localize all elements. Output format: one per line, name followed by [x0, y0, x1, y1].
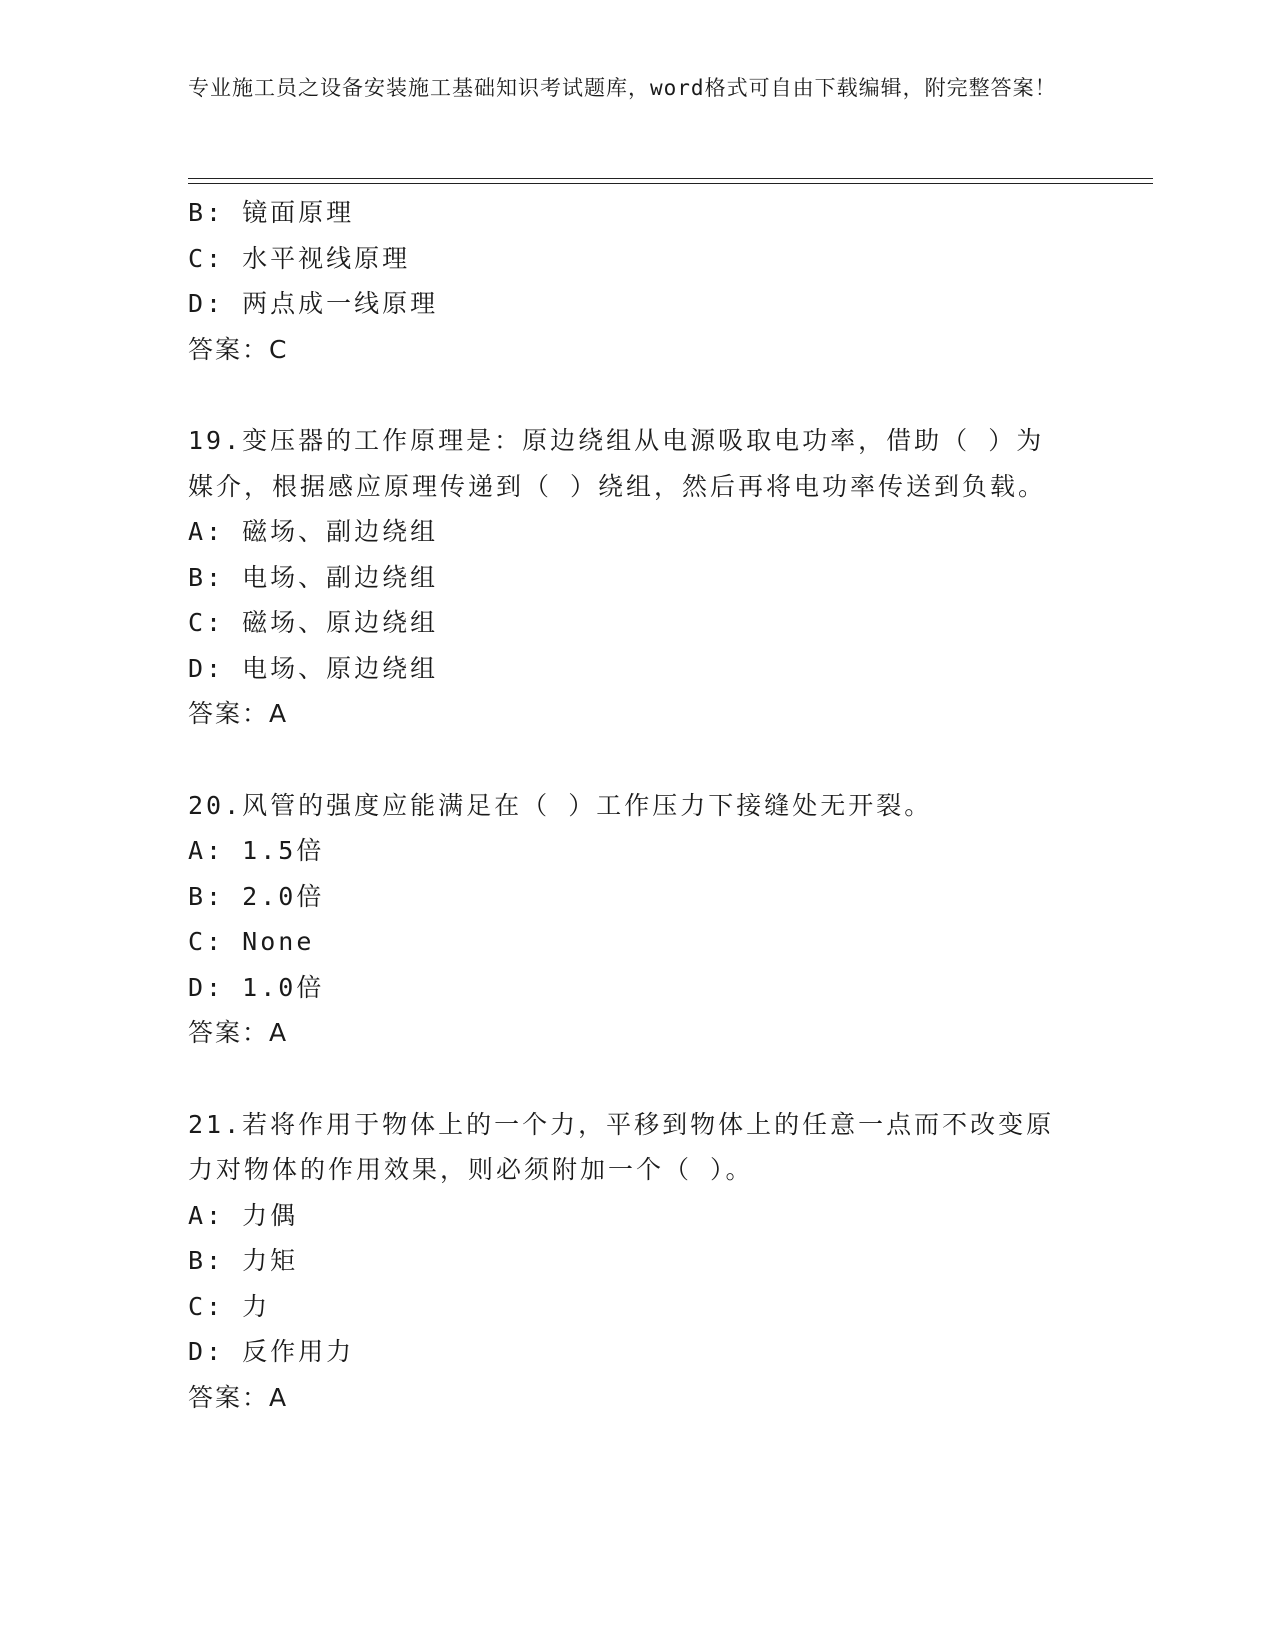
option-text: 两点成一线原理: [242, 289, 439, 318]
option-text: 电场、副边绕组: [242, 562, 439, 592]
option-d: [188, 965, 1088, 1011]
option-c: [188, 1284, 1088, 1330]
option-label: D:: [188, 289, 225, 318]
option-text: None: [242, 927, 315, 956]
option-text: 力偶: [242, 1200, 299, 1230]
answer-value: A: [269, 699, 289, 728]
option-text: 反作用力: [242, 1337, 355, 1366]
question-list: [188, 190, 1088, 1420]
option-a: [188, 1193, 1088, 1239]
option-text: 水平视线原理: [242, 243, 411, 273]
option-b: [188, 1238, 1088, 1284]
option-label: C:: [188, 243, 225, 273]
question-19: [188, 418, 1088, 737]
question-20: [188, 783, 1088, 1056]
option-d: [188, 281, 1088, 327]
answer-line: [188, 691, 1088, 737]
option-label: D:: [188, 653, 225, 683]
question-stem-line: 21.若将作用于物体上的一个力，平移到物体上的任意一点而不改变原: [188, 1109, 1055, 1139]
option-label: B:: [188, 881, 225, 911]
answer-line: [188, 1375, 1088, 1421]
option-label: C:: [188, 608, 225, 637]
option-a: [188, 509, 1088, 555]
option-c: [188, 236, 1088, 282]
option-a: [188, 828, 1088, 874]
option-label: D:: [188, 1337, 225, 1366]
answer-label: 答案：: [188, 1382, 270, 1412]
answer-value: A: [269, 1382, 289, 1412]
option-text: 磁场、原边绕组: [242, 608, 439, 637]
question-stem-line: 19.变压器的工作原理是：原边绕组从电源吸取电功率，借助（ ）为: [188, 426, 1045, 455]
option-d: [188, 1329, 1088, 1375]
option-label: C:: [188, 1291, 225, 1321]
question-stem-line: 媒介，根据感应原理传递到（ ）绕组，然后再将电功率传送到负载。: [188, 471, 1047, 501]
option-d: [188, 646, 1088, 692]
option-text: 1.5倍: [242, 836, 325, 865]
option-label: B:: [188, 1246, 225, 1275]
question-stem-line: 20.风管的强度应能满足在（ ）工作压力下接缝处无开裂。: [188, 790, 933, 820]
option-label: D:: [188, 972, 225, 1002]
answer-label: 答案：: [188, 699, 270, 728]
option-text: 电场、原边绕组: [242, 653, 439, 683]
answer-value: A: [269, 1018, 289, 1047]
option-label: A:: [188, 836, 225, 865]
answer-line: [188, 327, 1088, 373]
option-text: 2.0倍: [242, 881, 325, 911]
option-text: 1.0倍: [242, 972, 325, 1002]
answer-line: [188, 1010, 1088, 1056]
option-b: [188, 190, 1088, 236]
answer-label: 答案：: [188, 1018, 270, 1047]
question-18-tail: [188, 190, 1088, 372]
option-label: A:: [188, 1200, 225, 1230]
option-text: 力: [242, 1291, 271, 1321]
option-label: C:: [188, 927, 225, 956]
question-21: [188, 1102, 1088, 1421]
option-text: 力矩: [242, 1246, 299, 1275]
answer-label: 答案：: [188, 334, 270, 364]
answer-value: C: [269, 334, 289, 364]
option-label: B:: [188, 198, 225, 227]
option-b: [188, 555, 1088, 601]
option-c: [188, 919, 1088, 965]
option-label: B:: [188, 562, 225, 592]
option-label: A:: [188, 517, 225, 546]
page-header: 专业施工员之设备安装施工基础知识考试题库，word格式可自由下载编辑，附完整答案！: [188, 76, 1057, 100]
option-text: 磁场、副边绕组: [242, 517, 439, 546]
option-b: [188, 874, 1088, 920]
option-c: [188, 600, 1088, 646]
header-divider-top: [188, 178, 1153, 179]
question-stem-line: 力对物体的作用效果，则必须附加一个（ ）。: [188, 1155, 754, 1184]
option-text: 镜面原理: [242, 198, 355, 227]
header-divider-bottom: [188, 183, 1153, 184]
